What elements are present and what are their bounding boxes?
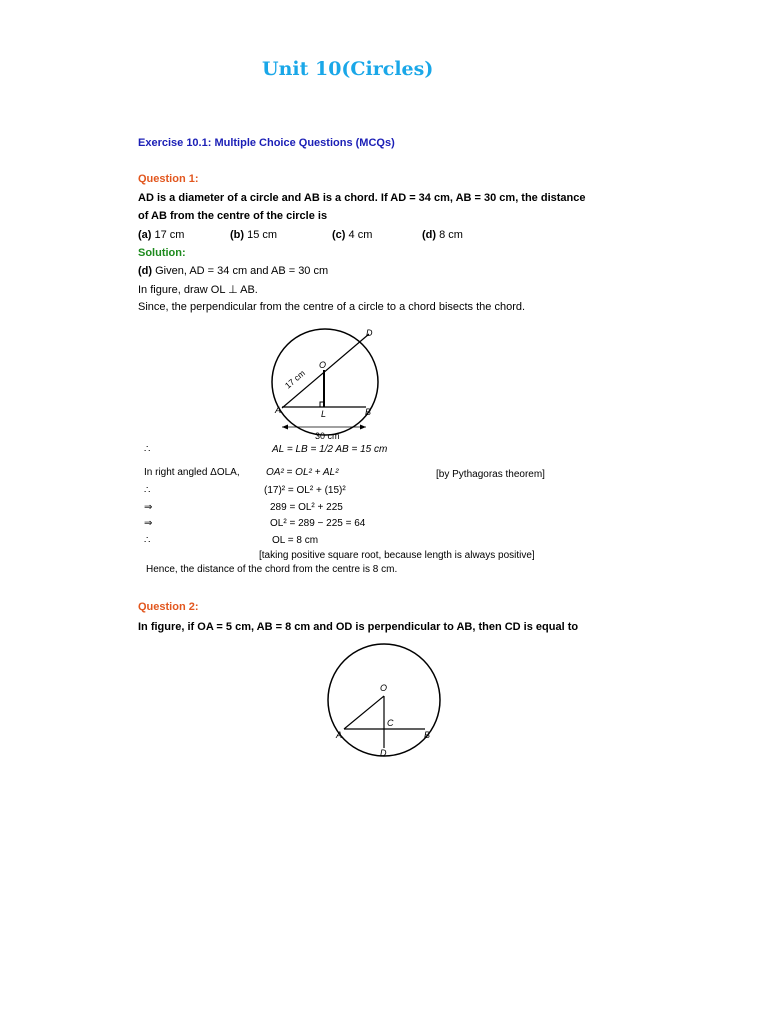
question-1-text-line1: AD is a diameter of a circle and AB is a chord. If AD = 34 cm, AB = 30 cm, the distance	[138, 192, 586, 204]
option-d-label: (d)	[422, 229, 437, 241]
solution-since: Since, the perpendicular from the centre of a circle to a chord bisects the chord.	[138, 301, 526, 313]
point-a: A	[275, 405, 282, 415]
point-o-2: O	[380, 683, 388, 693]
point-b: B	[365, 407, 372, 417]
point-a-2: A	[336, 730, 343, 740]
step-5-expression: OL² = 289 − 225 = 64	[270, 518, 366, 529]
question-2-text: In figure, if OA = 5 cm, AB = 8 cm and OD is perpendicular to AB, then CD is equal to	[138, 621, 579, 633]
line-oa	[344, 696, 384, 729]
diameter-ad	[282, 334, 369, 408]
solution-given	[138, 265, 328, 277]
radius-label: 17 cm	[282, 367, 308, 391]
measure-arrow-left	[282, 425, 288, 430]
step-4-symbol: ⇒	[144, 502, 153, 513]
step-5-symbol: ⇒	[144, 518, 153, 529]
option-c	[332, 229, 372, 241]
step-3-expression: (17)² = OL² + (15)²	[264, 485, 346, 496]
option-a	[138, 229, 184, 241]
step-3-symbol: ∴	[144, 485, 151, 496]
point-d-2: D	[380, 748, 387, 758]
solution-heading: Solution:	[138, 247, 186, 259]
page-title: Unit 10(Circles)	[262, 58, 434, 80]
option-d-value: 8 cm	[439, 229, 463, 241]
option-a-value: 17 cm	[154, 229, 185, 241]
exercise-heading: Exercise 10.1: Multiple Choice Questions (MCQs)	[138, 137, 395, 149]
option-a-label: (a)	[138, 229, 152, 241]
point-d: D	[366, 328, 373, 338]
option-b-value: 15 cm	[247, 229, 278, 241]
step-1-expression: AL = LB = 1/2 AB = 15 cm	[272, 444, 388, 455]
option-d	[422, 229, 463, 241]
given-text: Given, AD = 34 cm and AB = 30 cm	[155, 265, 329, 277]
circle-figure-2	[320, 640, 450, 765]
conclusion: Hence, the distance of the chord from the centre is 8 cm.	[146, 564, 398, 575]
option-b-label: (b)	[230, 229, 245, 241]
point-l: L	[321, 409, 327, 419]
option-b	[230, 229, 277, 241]
step-6-expression: OL = 8 cm	[272, 535, 319, 546]
step-1-symbol: ∴	[144, 444, 151, 455]
question-1-text-line2: of AB from the centre of the circle is	[138, 210, 328, 222]
option-c-value: 4 cm	[348, 229, 373, 241]
step-6-symbol: ∴	[144, 535, 151, 546]
point-o: O	[319, 360, 327, 370]
measure-arrow-right	[360, 425, 366, 430]
chord-length-label: 30 cm	[315, 431, 340, 441]
root-note: [taking positive square root, because length is always positive]	[259, 550, 535, 561]
point-c-2: C	[387, 718, 394, 728]
question-2-heading: Question 2:	[138, 601, 199, 613]
step-4-expression: 289 = OL² + 225	[270, 502, 343, 513]
point-b-2: B	[424, 730, 431, 740]
step-2-expression: OA² = OL² + AL²	[266, 467, 339, 478]
question-1-heading: Question 1:	[138, 173, 199, 185]
answer-label: (d)	[138, 265, 153, 277]
option-c-label: (c)	[332, 229, 346, 241]
step-2-note: [by Pythagoras theorem]	[436, 469, 545, 480]
solution-draw: In figure, draw OL ⊥ AB.	[138, 284, 258, 296]
step-2-symbol: In right angled ΔOLA,	[144, 467, 240, 478]
circle-figure-1	[262, 326, 392, 442]
